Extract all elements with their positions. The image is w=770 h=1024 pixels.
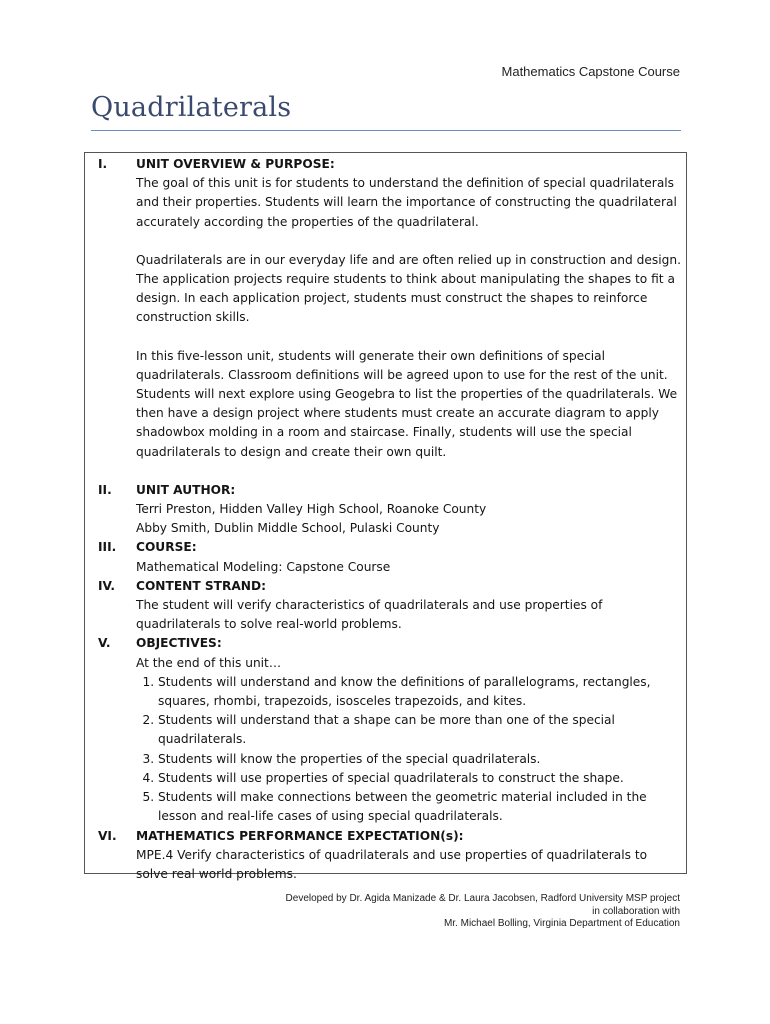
footer-line: in collaboration with xyxy=(592,905,680,917)
spacer xyxy=(136,232,681,251)
section-heading: OBJECTIVES: xyxy=(136,636,222,651)
section-unit-author xyxy=(98,481,681,539)
list-item: 3. Students will know the properties of the special quadrilaterals. xyxy=(158,750,681,769)
author-line: Terri Preston, Hidden Valley High School, Roanoke County xyxy=(136,502,487,517)
document-content xyxy=(98,155,681,884)
spacer xyxy=(136,328,681,347)
overview-paragraph-2: Quadrilaterals are in our everyday life and are often relied up in construction and design. The application projects require students to think about manipulating the shapes to fit a design. In each application project, students must construct the shapes to reinforce construction skills. xyxy=(136,252,681,325)
spacer xyxy=(136,462,681,481)
section-numeral: III. xyxy=(98,540,117,555)
section-numeral: VI. xyxy=(98,828,117,843)
section-numeral: V. xyxy=(98,636,111,651)
objectives-list xyxy=(136,673,681,827)
section-numeral: II. xyxy=(98,482,112,497)
title-rule xyxy=(91,130,681,131)
footer-line: Mr. Michael Bolling, Virginia Department of Education xyxy=(443,918,680,929)
page-title: Quadrilaterals xyxy=(91,92,292,123)
section-heading: MATHEMATICS PERFORMANCE EXPECTATION(s): xyxy=(136,828,464,843)
list-item: 2. Students will understand that a shape can be more than one of the special quadrilaterals. xyxy=(158,711,681,749)
section-heading: COURSE: xyxy=(136,540,197,555)
header-course-title: Mathematics Capstone Course xyxy=(501,64,680,79)
section-course xyxy=(98,538,681,576)
list-item: 1. Students will understand and know the definitions of parallelograms, rectangles, squares, rhombi, trapezoids, isosceles trapezoids, and kites. xyxy=(158,673,681,711)
section-performance-expectation xyxy=(98,827,681,885)
section-heading: UNIT OVERVIEW & PURPOSE: xyxy=(136,157,335,171)
footer-credits xyxy=(286,893,680,931)
section-numeral: I. xyxy=(98,157,108,171)
section-overview xyxy=(98,155,681,481)
section-numeral: IV. xyxy=(98,578,116,593)
objectives-intro: At the end of this unit… xyxy=(136,655,282,670)
section-heading: CONTENT STRAND: xyxy=(136,578,266,593)
content-strand-text: The student will verify characteristics of quadrilaterals and use properties of quadrilaterals to solve real-world problems. xyxy=(136,598,603,632)
overview-paragraph-3: In this five-lesson unit, students will generate their own definitions of special quadrilaterals. Classroom definitions will be agreed upon to use for the rest of the unit. Students will next explore using Geogebra to list the properties of the quadrilaterals. We then have a design project where students must create an accurate diagram to apply shadowbox molding in a room and staircase. Finally, students will use the special quadrilaterals to design and create their own quilt. xyxy=(136,348,678,459)
list-item: 4. Students will use properties of special quadrilaterals to construct the shape. xyxy=(158,769,681,788)
list-item: 5. Students will make connections between the geometric material included in the lesson and real-life cases of using special quadrilaterals. xyxy=(158,788,681,826)
section-objectives xyxy=(98,634,681,826)
performance-expectation-text: MPE.4 Verify characteristics of quadrilaterals and use properties of quadrilaterals to solve real world problems. xyxy=(136,847,648,881)
author-line: Abby Smith, Dublin Middle School, Pulaski County xyxy=(136,521,440,536)
section-heading: UNIT AUTHOR: xyxy=(136,482,236,497)
overview-paragraph-1: The goal of this unit is for students to understand the definition of special quadrilaterals and their properties. Students will learn the importance of constructing the quadrilateral accurately according the properties of the quadrilateral. xyxy=(136,176,677,229)
section-content-strand xyxy=(98,577,681,635)
course-line: Mathematical Modeling: Capstone Course xyxy=(136,559,391,574)
footer-line: Developed by Dr. Agida Manizade & Dr. Laura Jacobsen, Radford University MSP project xyxy=(285,893,680,904)
